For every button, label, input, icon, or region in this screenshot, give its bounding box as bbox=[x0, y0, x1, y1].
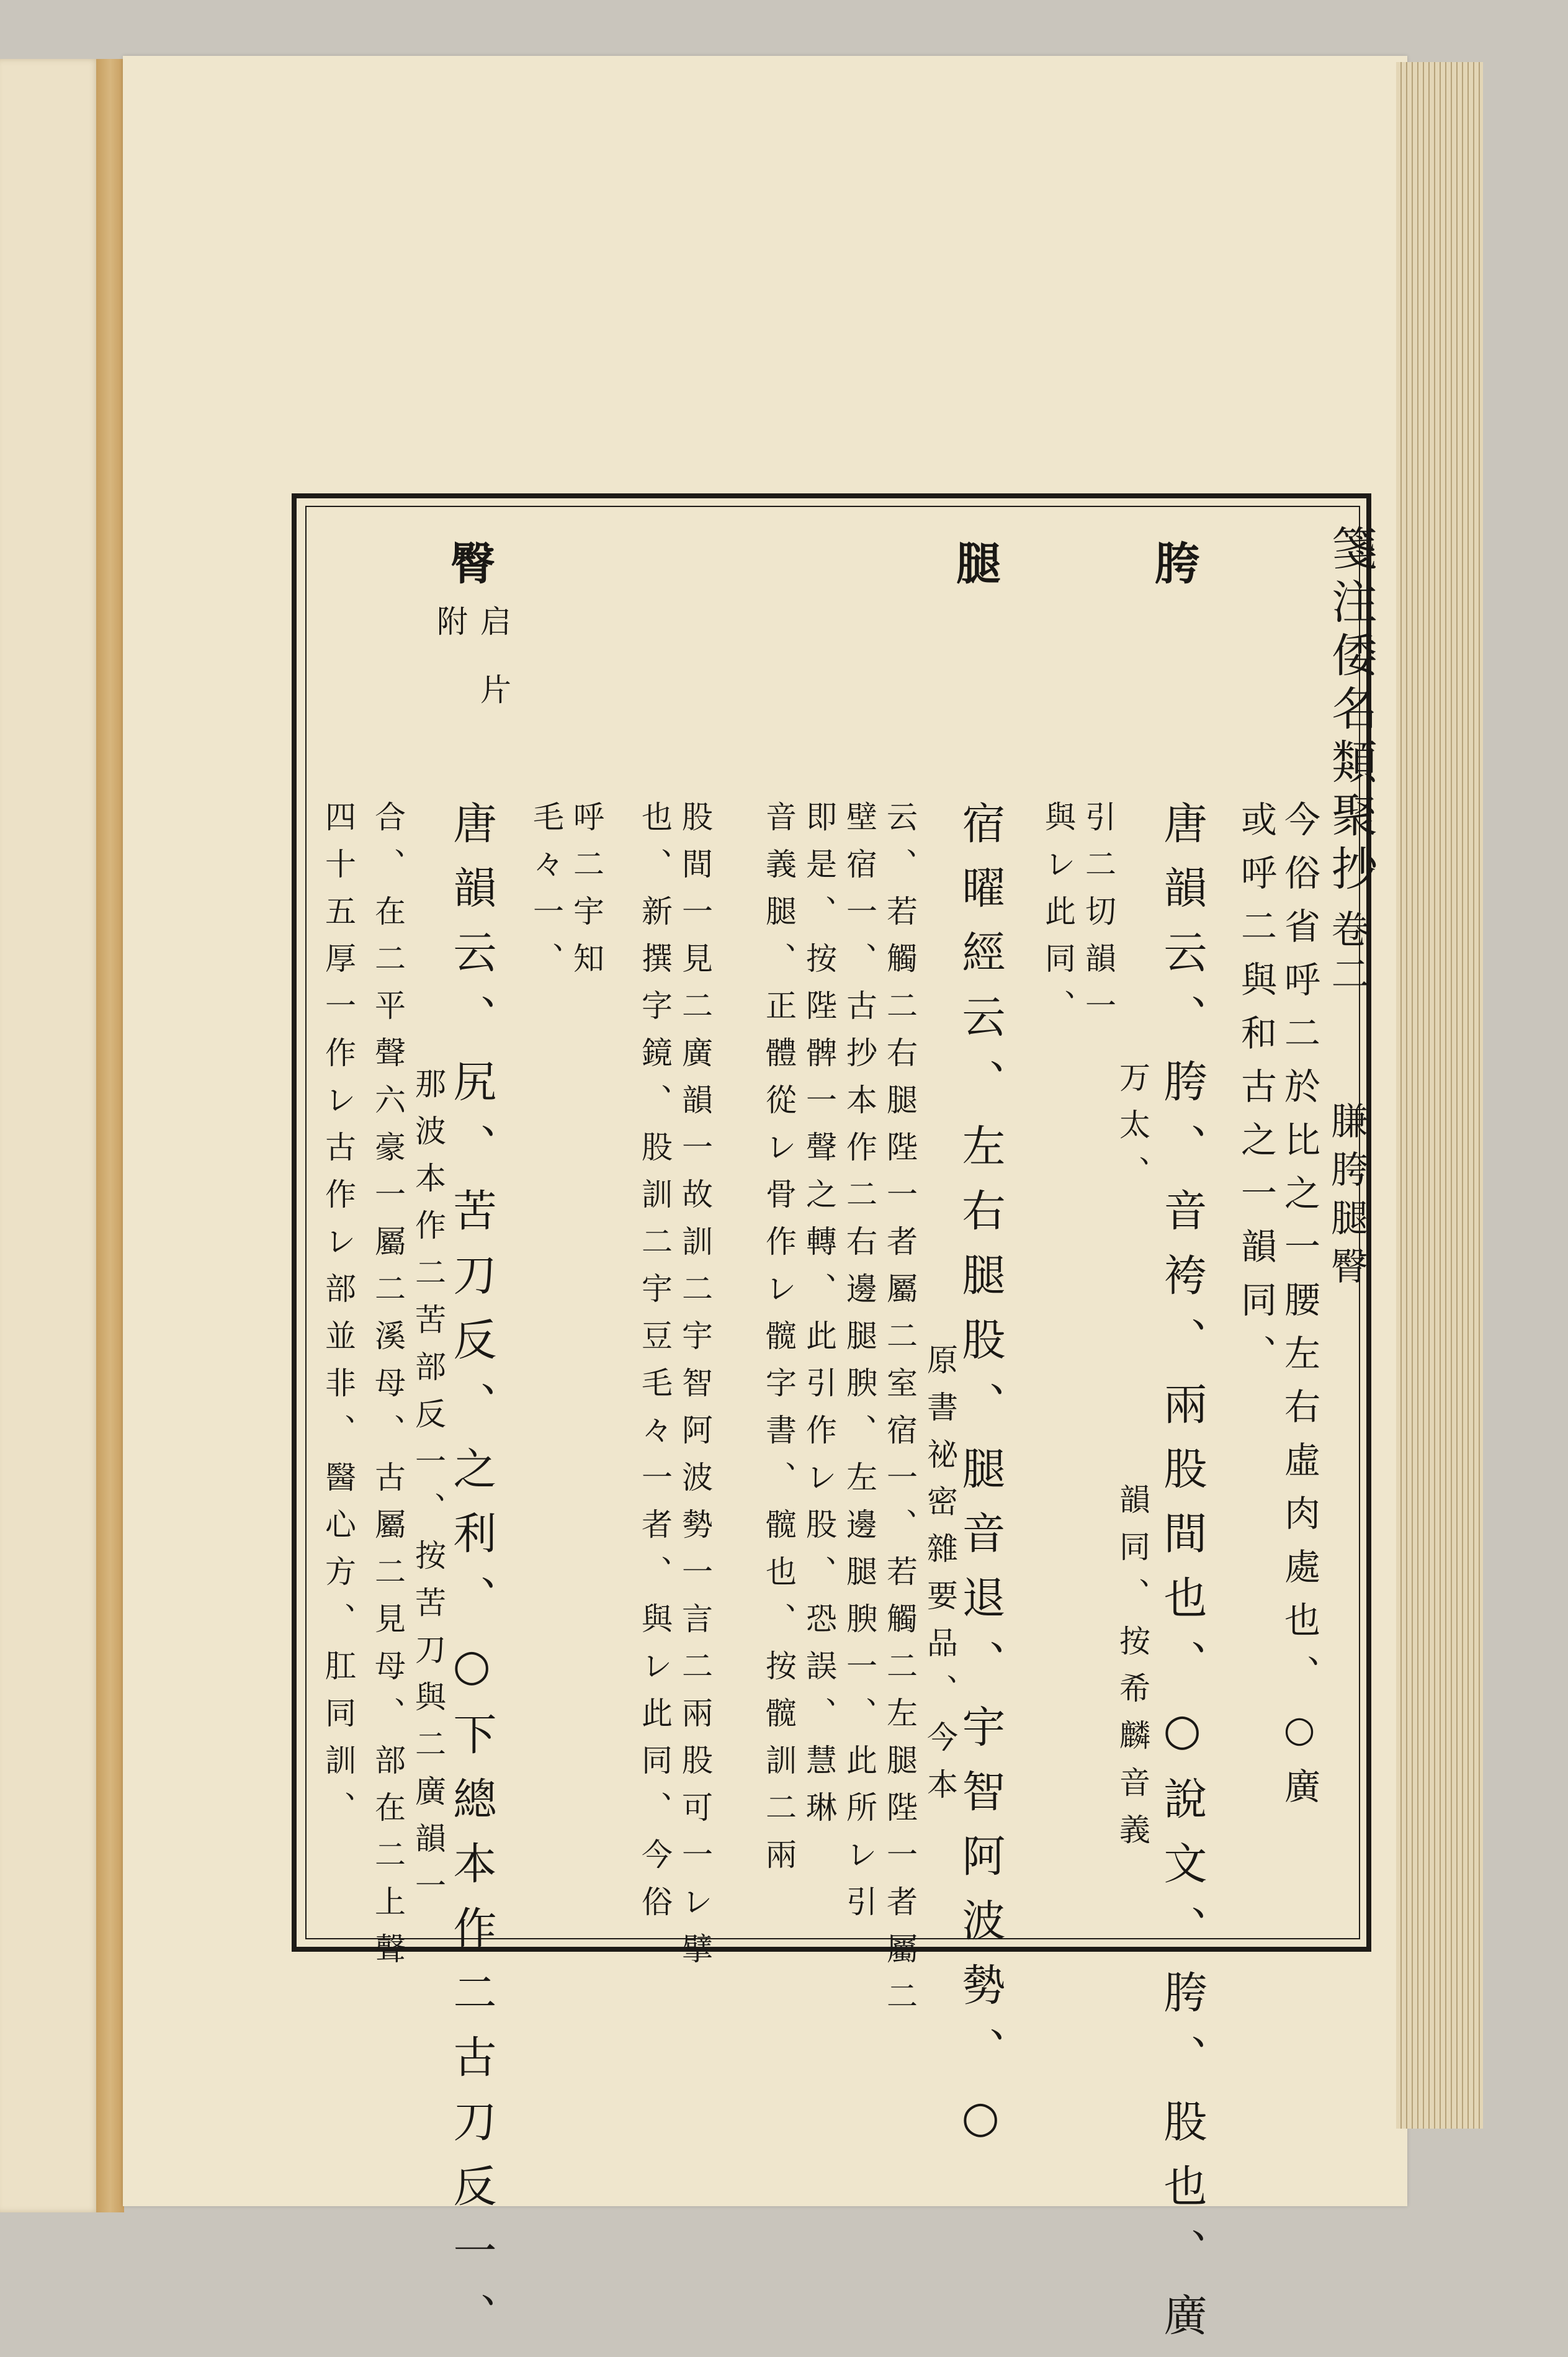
text-column: 合、在二平聲六豪一屬二溪母、古屬二見母、部在二上聲 bbox=[370, 801, 406, 1980]
text-column: 那波本作二苦部反一、按苦刀與二廣韻一 bbox=[410, 1067, 446, 1916]
page-fore-edge bbox=[1396, 62, 1483, 2129]
text-column: 即是、按陛髀一聲之轉、此引作レ股、恐誤、慧琳 bbox=[801, 801, 837, 1838]
text-column: 原書祕密雜要品、今本 bbox=[922, 1344, 958, 1815]
entry-heading: 臀 bbox=[443, 540, 496, 603]
entry-heading-note: 附 bbox=[432, 605, 468, 652]
entry-heading: 胯 bbox=[1147, 540, 1200, 603]
text-column: 万太、 bbox=[1114, 1061, 1150, 1203]
text-column: 與レ此同、 bbox=[1040, 801, 1076, 1036]
text-column: 毛々一、 bbox=[528, 801, 564, 989]
entry-heading-alt: 启 bbox=[475, 605, 511, 652]
left-page bbox=[0, 59, 99, 2212]
text-column: 四十五厚一作レ古作レ部並非、醫心方、肛同訓、 bbox=[320, 801, 356, 1838]
text-column: 或呼二與和古之一韻同、 bbox=[1235, 801, 1277, 1388]
text-column: 壁宿一、古抄本作二右邊腿腴、左邊腿腴一、此所レ引 bbox=[841, 801, 877, 1933]
entry-heading: 腿 bbox=[949, 540, 1001, 603]
text-column: 唐韻云、尻、苦刀反、之利、○下總本作二古刀反一、 bbox=[446, 801, 497, 2357]
text-column: 今俗省呼二於比之一腰左右虛肉處也、○廣 bbox=[1278, 801, 1320, 1821]
book-gutter bbox=[96, 59, 124, 2212]
text-column: 云、若觸二右腿陛一者屬二室宿一、若觸二左腿陛一者屬二 bbox=[882, 801, 918, 2027]
text-column: 唐韻云、胯、音袴、兩股間也、○說文、胯、股也、廣 bbox=[1157, 801, 1207, 2357]
entry-heading-alt: 片 bbox=[475, 673, 511, 721]
margin-book-title: 箋注倭名類聚抄 bbox=[1324, 524, 1378, 898]
text-column: 也、新撰字鏡、股訓二宇豆毛々一者、與レ此同、今俗 bbox=[637, 801, 673, 1933]
text-column: 宿曜經云、左右腿股、腿音退、宇智阿波勢、○ bbox=[955, 801, 1006, 2163]
text-column: 韻同、按希麟音義 bbox=[1114, 1483, 1150, 1861]
margin-volume: 卷二 bbox=[1325, 909, 1370, 999]
text-column: 音義腿、正體從レ骨作レ髋字書、髋也、按髋訓二兩 bbox=[761, 801, 797, 1885]
text-column: 呼二宇知 bbox=[568, 801, 604, 989]
margin-section: 膁胯腿臀 bbox=[1325, 1102, 1368, 1295]
text-column: 股間一見二廣韻一故訓二宇智阿波勢一言二兩股可一レ擘 bbox=[677, 801, 713, 1980]
text-column: 引二切韻一 bbox=[1080, 801, 1116, 1036]
